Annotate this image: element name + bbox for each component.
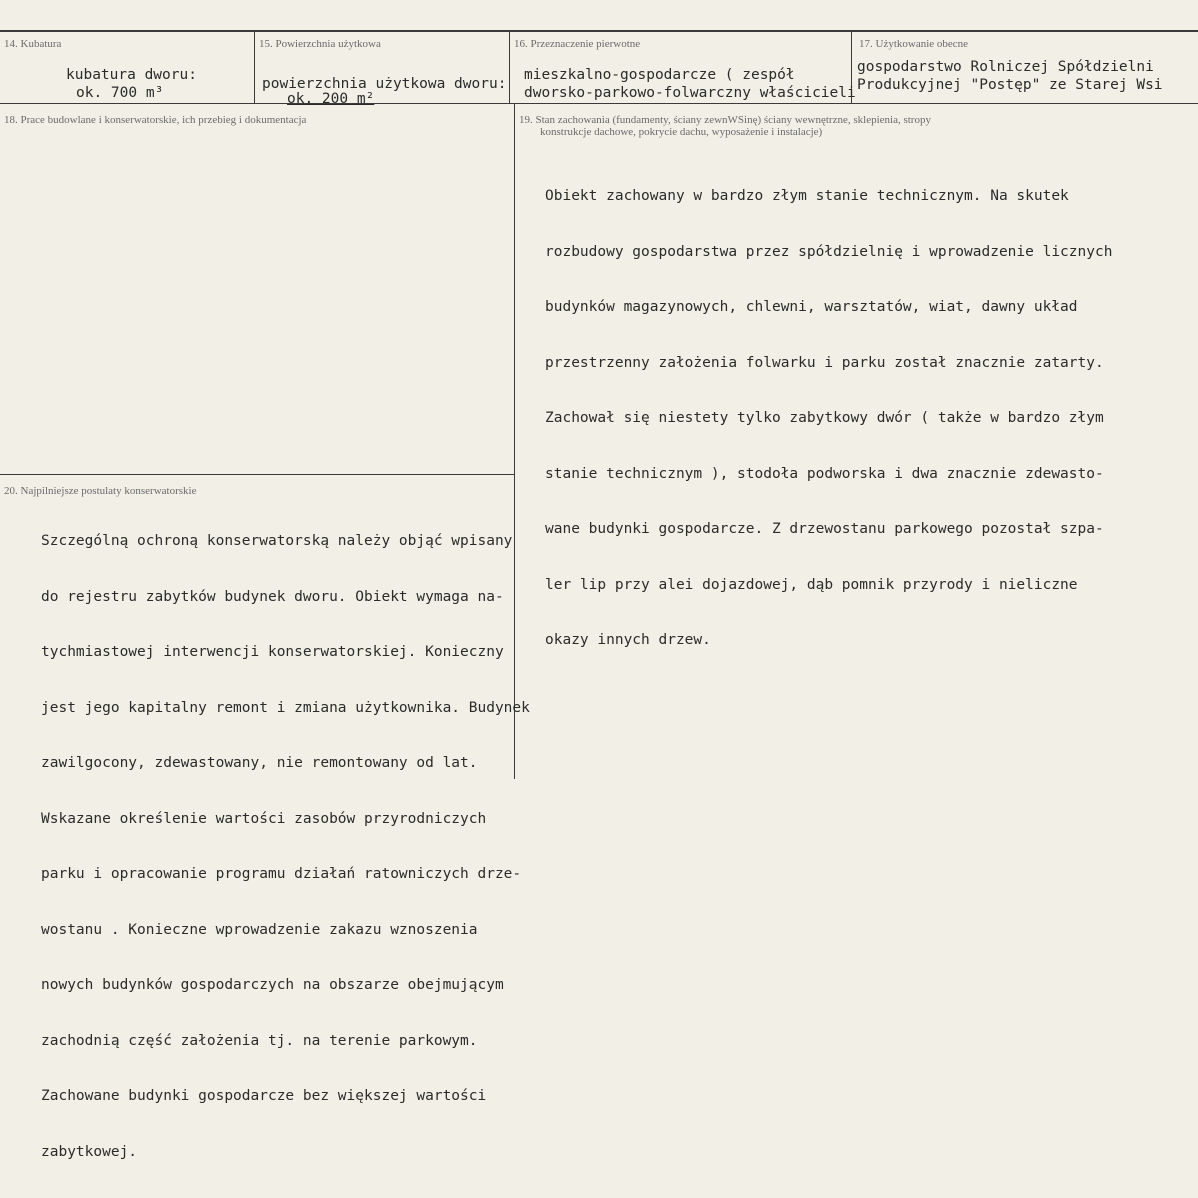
section-16-label: 16. Przeznaczenie pierwotne [514, 38, 641, 50]
divider-14-15 [254, 30, 255, 104]
section-19-line: stanie technicznym ), stodoła podworska i dwa znacznie zdewasto- [545, 465, 1104, 482]
top-border [0, 30, 1198, 32]
section-19-label-line-2: konstrukcje dachowe, pokrycie dachu, wyposażenie i instalacje) [540, 126, 823, 138]
section-15-value-line-1: powierzchnia użytkowa dworu: [262, 76, 507, 92]
section-14-value-line-1: kubatura dworu: [66, 67, 197, 83]
section-20-line: zabytkowej. [41, 1143, 138, 1160]
section-19-line: ler lip przy alei dojazdowej, dąb pomnik przyrody i nieliczne [545, 576, 1078, 593]
section-19-line: rozbudowy gospodarstwa przez spółdzielnię i wprowadzenie licznych [545, 243, 1113, 260]
section-19-line: przestrzenny założenia folwarku i parku został znacznie zatarty. [545, 354, 1104, 371]
section-19-line: okazy innych drzew. [545, 632, 711, 648]
section-19-line: budynków magazynowych, chlewni, warsztatów, wiat, dawny układ [545, 299, 1078, 315]
section-14-label: 14. Kubatura [4, 38, 62, 50]
section-20-line: jest jego kapitalny remont i zmiana użytkownika. Budynek [41, 699, 530, 716]
section-20-label: 20. Najpilniejsze postulaty konserwatorskie [4, 485, 197, 497]
section-16-value-line-1: mieszkalno-gospodarcze ( zespół [524, 67, 795, 83]
section-19-label-line-1: 19. Stan zachowania (fundamenty, ściany zewnWSinę) ściany wewnętrzne, sklepienia, stropy [519, 114, 931, 126]
section-20-line: Szczególną ochroną konserwatorską należy objąć wpisany [41, 533, 513, 549]
section-19-line: Obiekt zachowany w bardzo złym stanie technicznym. Na skutek [545, 188, 1069, 204]
section-19-line: wane budynki gospodarcze. Z drzewostanu parkowego pozostał szpa- [545, 521, 1104, 537]
section-16-value-line-2: dworsko-parkowo-folwarczny właścicieli [524, 85, 856, 101]
section-20-line: Zachowane budynki gospodarcze bez większej wartości [41, 1088, 487, 1104]
section-20-line: nowych budynków gospodarczych na obszarze obejmującym [41, 977, 504, 993]
section-15-label: 15. Powierzchnia użytkowa [259, 38, 381, 50]
section-17-value-line-1: gospodarstwo Rolniczej Spółdzielni [857, 59, 1154, 75]
section-20-top-border [0, 474, 515, 475]
section-17-label: 17. Użytkowanie obecne [859, 38, 969, 50]
section-18-label: 18. Prace budowlane i konserwatorskie, ich przebieg i dokumentacja [4, 114, 307, 126]
section-20-line: zachodnią część założenia tj. na terenie parkowym. [41, 1032, 478, 1049]
section-20-line: zawilgocony, zdewastowany, nie remontowany od lat. [41, 755, 478, 771]
row1-bottom-border [0, 103, 1198, 104]
section-20-line: wostanu . Konieczne wprowadzenie zakazu wznoszenia [41, 921, 478, 938]
section-20-line: do rejestru zabytków budynek dworu. Obiekt wymaga na- [41, 588, 504, 605]
section-14-value-line-2: ok. 700 m³ [76, 85, 164, 101]
section-19-text [545, 150, 1112, 687]
section-15-value-line-2: ok. 200 m² [287, 91, 375, 107]
section-20-line: Wskazane określenie wartości zasobów przyrodniczych [41, 810, 487, 827]
section-17-value-line-2: Produkcyjnej "Postęp" ze Starej Wsi [857, 77, 1163, 93]
section-20-line: tychmiastowej interwencji konserwatorskiej. Konieczny [41, 644, 504, 660]
section-20-text [41, 495, 530, 1198]
divider-15-16 [509, 30, 510, 104]
section-20-line: parku i opracowanie programu działań ratowniczych drze- [41, 866, 522, 882]
section-19-line: Zachował się niestety tylko zabytkowy dwór ( także w bardzo złym [545, 410, 1104, 426]
